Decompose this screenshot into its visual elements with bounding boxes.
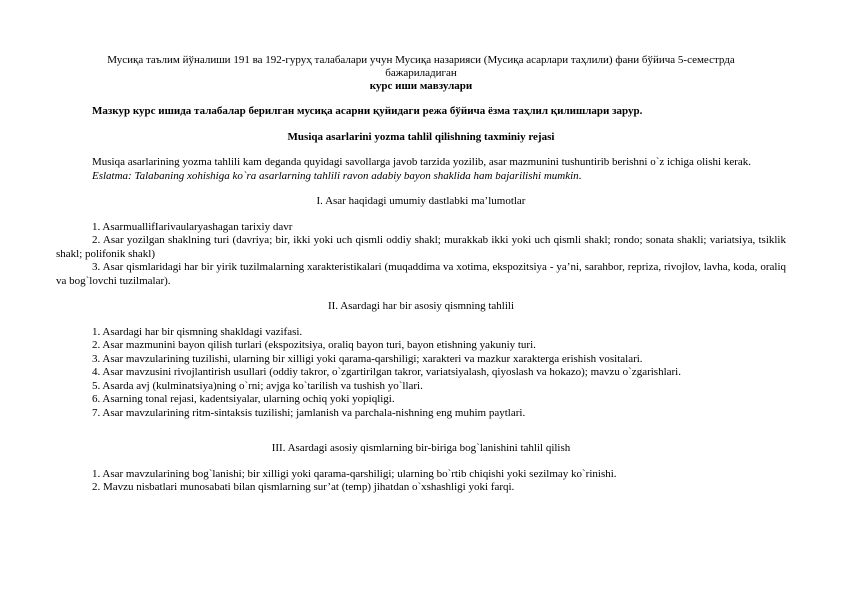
- section-3-item: 1. Asar mavzularining bog`lanishi; bir xilligi yoki qarama-qarshiligi; ularning bo`rtib chiqishi yoki sezilmay ko`rinishi.: [92, 467, 617, 480]
- section-2-item: 5. Asarda avj (kulminatsiya)ning o`rni; avjga ko`tarilish va tushish yo`llari.: [92, 379, 423, 392]
- section-2-item: 1. Asardagi har bir qismning shakldagi vazifasi.: [92, 325, 303, 338]
- section-2-item: 7. Asar mavzularining ritm-sintaksis tuzilishi; jamlanish va parchala-nishning eng muhim paytlari.: [92, 406, 526, 419]
- section-2-item: 4. Asar mavzusini rivojlantirish usullari (oddiy takror, o`zgartirilgan takror, variatsiyalash, qiyoslash va hokazo); mavzu o`zgarishlari.: [92, 366, 681, 378]
- section-2-title: II. Asardagi har bir asosiy qismning tahlili: [327, 300, 515, 312]
- note-text: Eslatma: Talabaning xohishiga ko`ra asarlarning tahlili ravon adabiy bayon shaklida ham bajarilishi mumkin: [92, 169, 579, 182]
- document-page: [56, 54, 786, 495]
- section-3-item: 2. Mavzu nisbatlari munosabati bilan qismlarning sur’at (temp) jihatdan o`xshashligi yoki farqi.: [92, 481, 515, 493]
- document-subtitle: курс иши мавзулари: [369, 80, 473, 92]
- document-title-line-2: бажариладиган: [385, 67, 457, 79]
- section-3-title: III. Asardagi asosiy qismlarning bir-biriga bog`lanishini tahlil qilish: [271, 442, 571, 454]
- section-2-item: 6. Asarning tonal rejasi, kadentsiyalar, ularning ochiq yoki yopiqligi.: [92, 393, 395, 405]
- document-title-line-1: Мусиқа таълим йўналиши 191 ва 192-гуруҳ талабалари учун Мусиқа назарияси (Мусиқа асарлари таҳлили) фани бўйича 5-семестрда: [107, 54, 735, 66]
- section-1-title: I. Asar haqidagi umumiy dastlabki ma’lumotlar: [316, 195, 526, 207]
- section-1-item: 1. AsarmuallifIarivaularyashagan tarixiy davr: [92, 220, 293, 233]
- note-period: .: [578, 169, 582, 182]
- plan-title: Musiqa asarlarini yozma tahlil qilishning taxminiy rejasi: [287, 130, 555, 143]
- note-paragraph: [56, 170, 786, 184]
- notice-paragraph: Мазкур курс ишида талабалар берилган мусиқа асарни қуйидаги режа бўйича ёзма таҳлил қилишлари зарур.: [92, 105, 643, 117]
- section-2-item: 2. Asar mazmunini bayon qilish turlari (ekspozitsiya, oraliq bayon turi, bayon etishning yakuniy turi.: [92, 339, 536, 351]
- section-1-item: 3. Asar qismlaridagi har bir yirik tuzilmalarning xarakteristikalari (muqaddima va xotima, ekspozitsiya - ya’ni, sarahbor, repriza, rivojlov, lavha, koda, oraliq va bog`lovchi tuzilmalar).: [56, 261, 786, 287]
- section-1-item: 2. Asar yozilgan shaklning turi (davriya; bir, ikki yoki uch qismli oddiy shakl; murakkab ikki yoki uch qismli shakl; rondo; sonata shakli; variatsiya, tsiklik shakl; polifonik shakl): [56, 234, 786, 260]
- section-2-item: 3. Asar mavzularining tuzilishi, ularning bir xilligi yoki qarama-qarshiligi; xarakteri va mazkur xarakterga erishish vositalari.: [92, 352, 643, 365]
- intro-paragraph: Musiqa asarlarining yozma tahlili kam deganda quyidagi savollarga javob tarzida yozilib, asar mazmunini tushuntirib berishni o`z ichiga olishi kerak.: [92, 156, 752, 168]
